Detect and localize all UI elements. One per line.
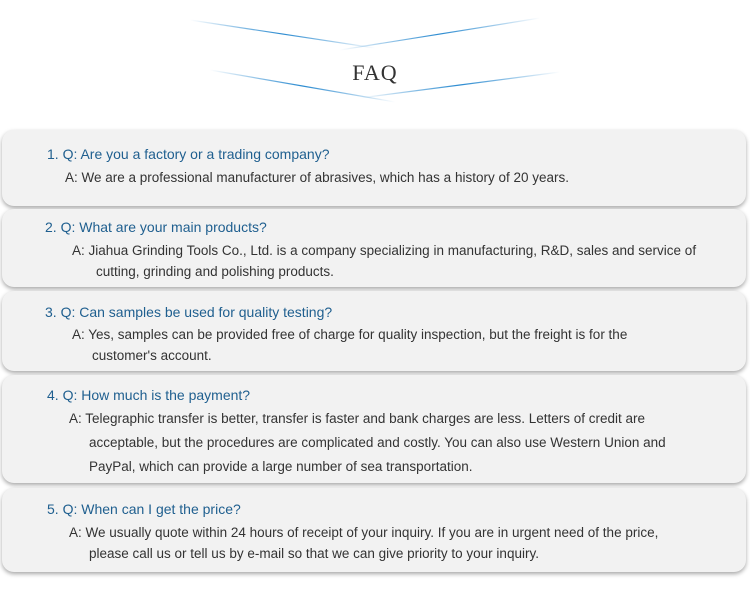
- answer-line: PayPal, which can provide a large number of sea transportation.: [89, 459, 473, 474]
- faq-header: [0, 0, 750, 120]
- answer-line: A: Telegraphic transfer is better, transfer is faster and bank charges are less. Letters of credit are: [69, 411, 646, 426]
- faq-card-5: [2, 488, 746, 572]
- faq-question: 5. Q: When can I get the price?: [47, 501, 241, 517]
- answer-line: A: Yes, samples can be provided free of charge for quality inspection, but the freight is for the: [72, 327, 628, 342]
- faq-card-1: [2, 130, 746, 206]
- faq-answer: [65, 167, 569, 188]
- faq-answer: [72, 240, 696, 282]
- faq-answer: [69, 522, 658, 564]
- answer-line: A: Jiahua Grinding Tools Co., Ltd. is a company specializing in manufacturing, R&D, sales and service of: [72, 243, 697, 258]
- faq-question: 2. Q: What are your main products?: [45, 219, 267, 235]
- faq-card-4: [2, 375, 746, 483]
- faq-question: 3. Q: Can samples be used for quality testing?: [45, 304, 333, 320]
- answer-line: please call us or tell us by e-mail so that we can give priority to your inquiry.: [89, 546, 539, 561]
- faq-question: 1. Q: Are you a factory or a trading company?: [47, 146, 330, 162]
- answer-line: A: We usually quote within 24 hours of receipt of your inquiry. If you are in urgent need of the price,: [69, 525, 659, 540]
- faq-card-2: [2, 209, 746, 287]
- faq-answer: [69, 407, 666, 479]
- answer-line: cutting, grinding and polishing products.: [96, 264, 334, 279]
- faq-answer: [72, 324, 627, 366]
- answer-line: A: We are a professional manufacturer of abrasives, which has a history of 20 years.: [65, 170, 569, 185]
- answer-line: customer's account.: [92, 348, 212, 363]
- page-title: FAQ: [352, 60, 398, 85]
- answer-line: acceptable, but the procedures are complicated and costly. You can also use Western Union and: [89, 435, 666, 450]
- faq-card-3: [2, 291, 746, 371]
- faq-question: 4. Q: How much is the payment?: [47, 387, 251, 403]
